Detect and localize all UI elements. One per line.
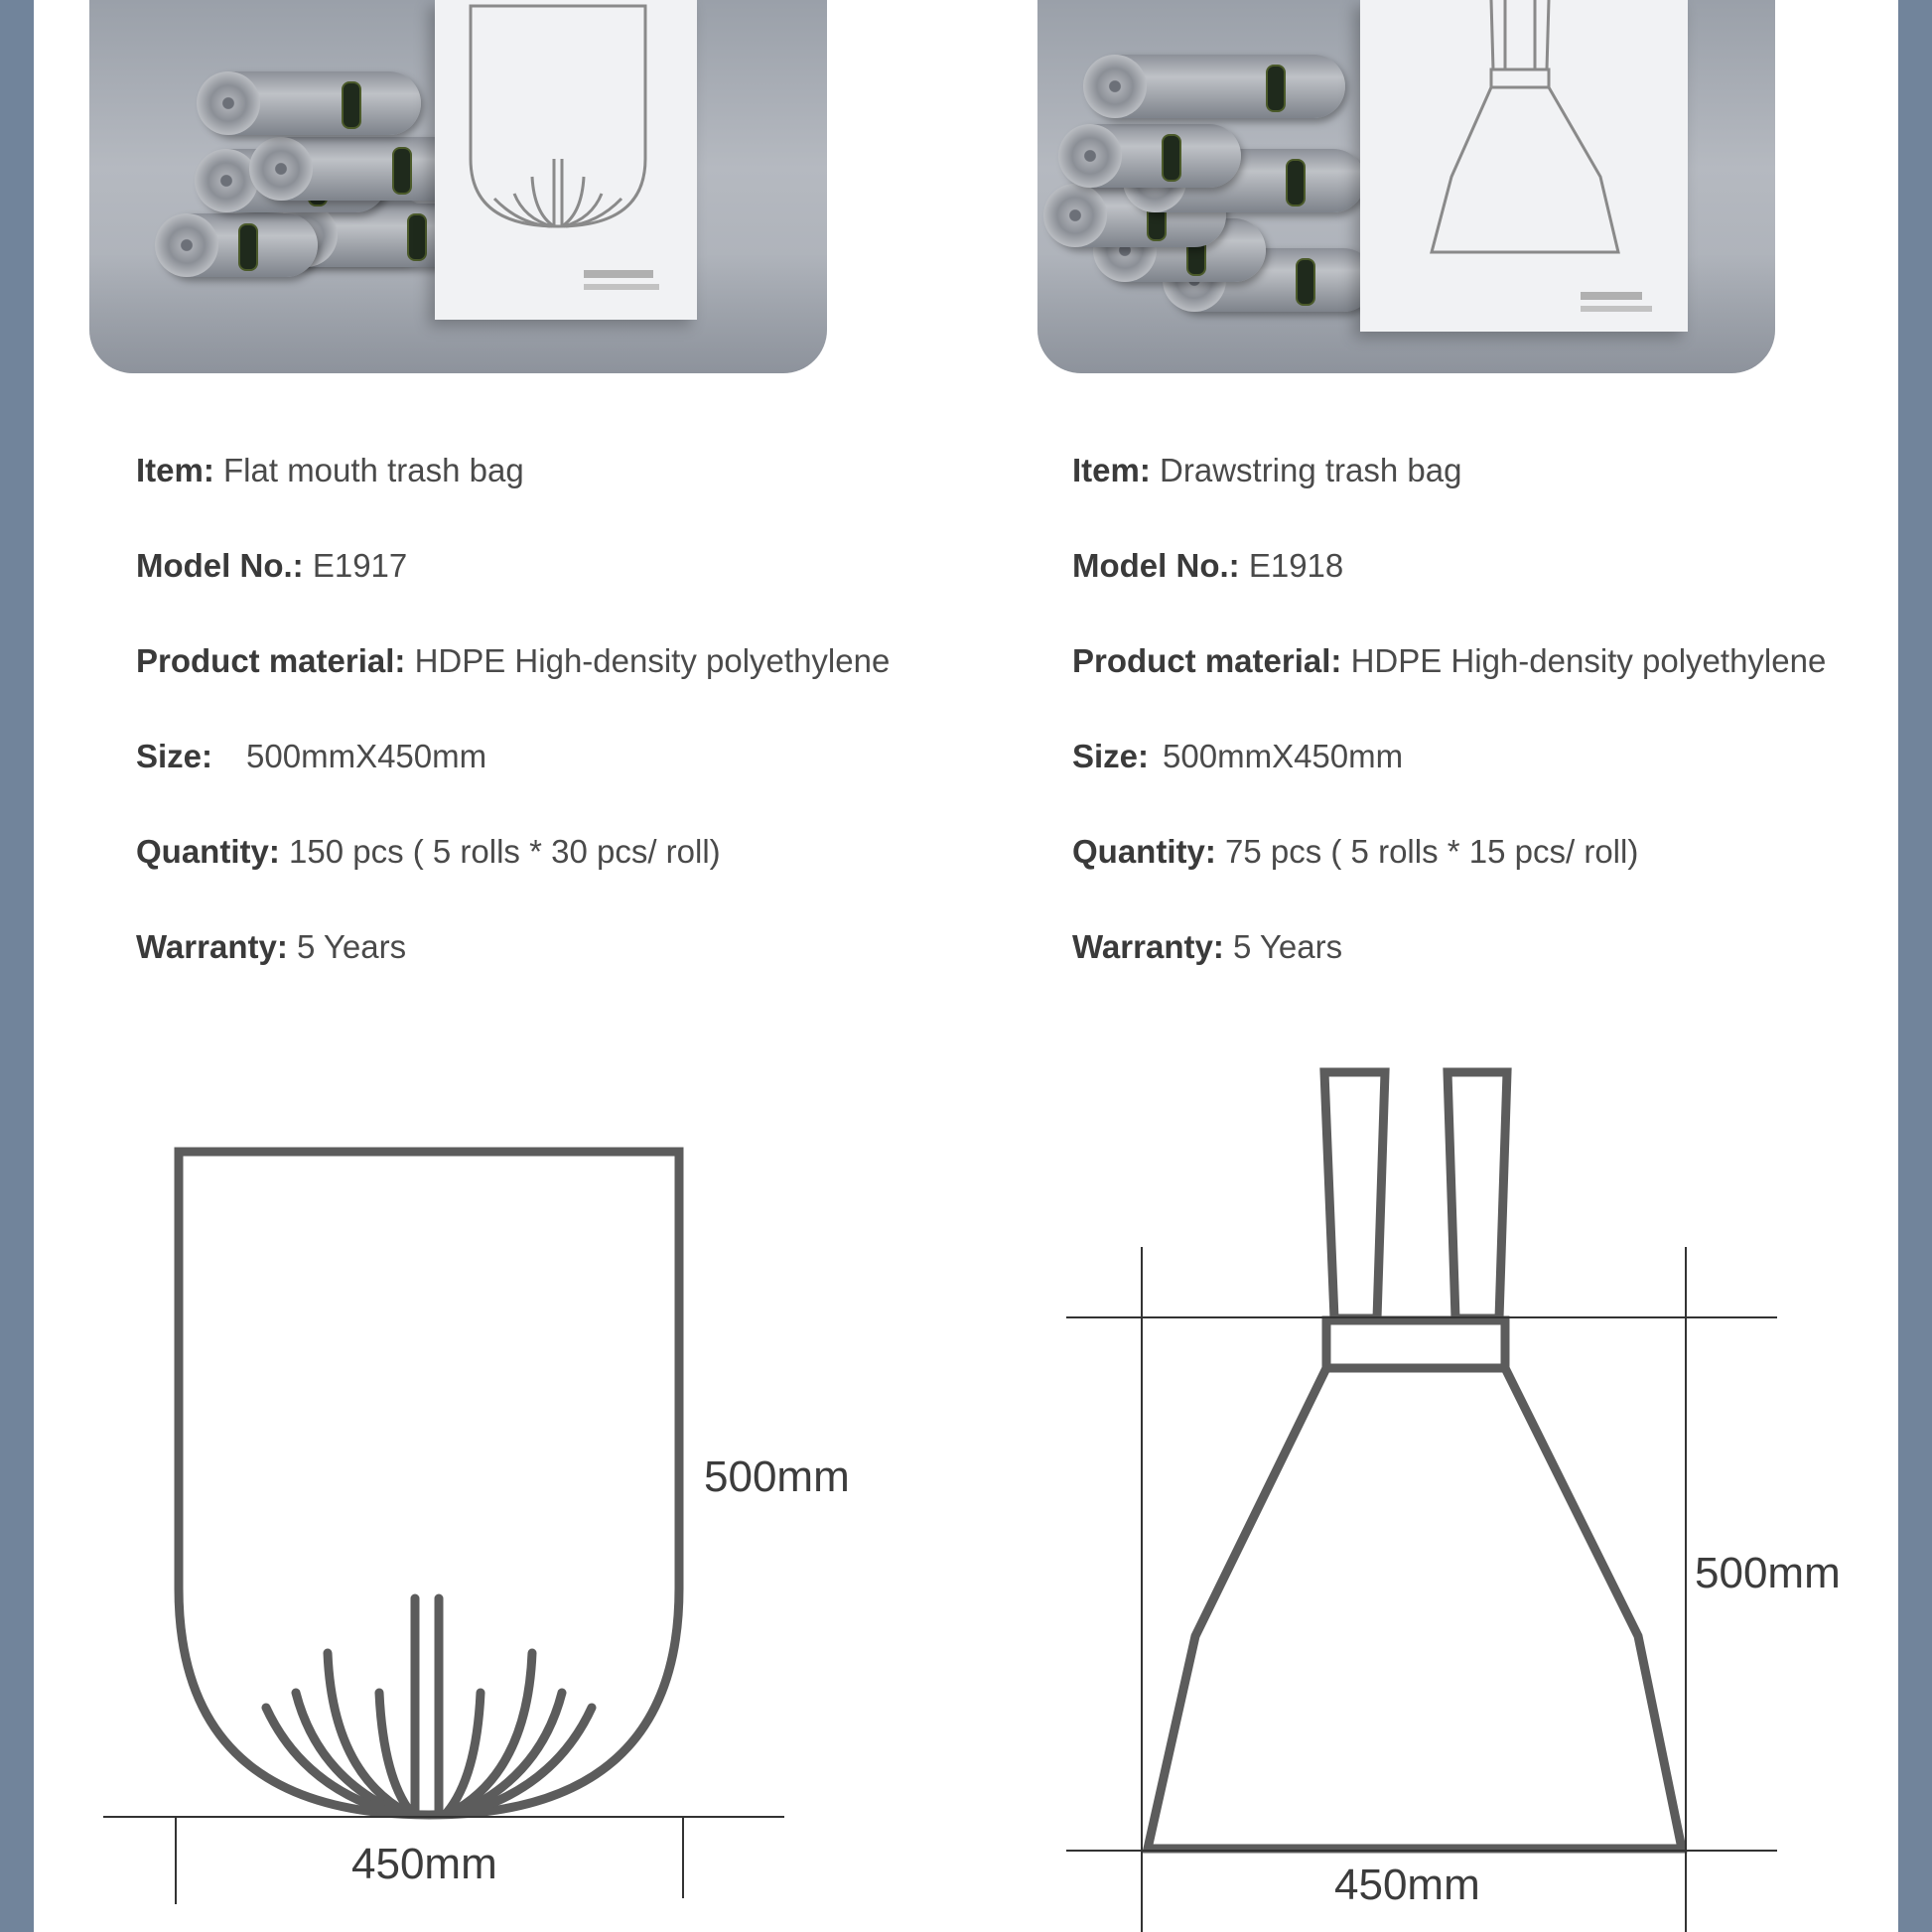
spec-size: Size: 500mmX450mm	[136, 738, 487, 774]
spec-model: Model No.: E1917	[136, 547, 408, 584]
spec-model: Model No.: E1918	[1072, 547, 1344, 584]
spec-quantity: Quantity: 150 pcs ( 5 rolls * 30 pcs/ roll)	[136, 833, 721, 870]
spec-quantity: Quantity: 75 pcs ( 5 rolls * 15 pcs/ roll)	[1072, 833, 1639, 870]
drawstring-bag-outline	[1148, 1072, 1682, 1849]
flat-bag-outline	[179, 1152, 679, 1815]
spec-material: Product material: HDPE High-density polyethylene	[1072, 642, 1827, 679]
spec-item: Item: Flat mouth trash bag	[136, 452, 524, 488]
drawstring-bag-height-label: 500mm	[1695, 1549, 1841, 1597]
spec-warranty: Warranty: 5 Years	[136, 928, 407, 965]
drawstring-bag-width-label: 450mm	[1334, 1861, 1480, 1909]
spec-warranty: Warranty: 5 Years	[1072, 928, 1343, 965]
spec-material: Product material: HDPE High-density polyethylene	[136, 642, 891, 679]
drawstring-bag-dimension-lines	[1066, 1247, 1777, 1932]
flat-bag-height-label: 500mm	[704, 1452, 850, 1501]
flat-bag-width-label: 450mm	[351, 1840, 497, 1888]
spec-item: Item: Drawstring trash bag	[1072, 452, 1462, 488]
spec-size: Size: 500mmX450mm	[1072, 738, 1404, 774]
